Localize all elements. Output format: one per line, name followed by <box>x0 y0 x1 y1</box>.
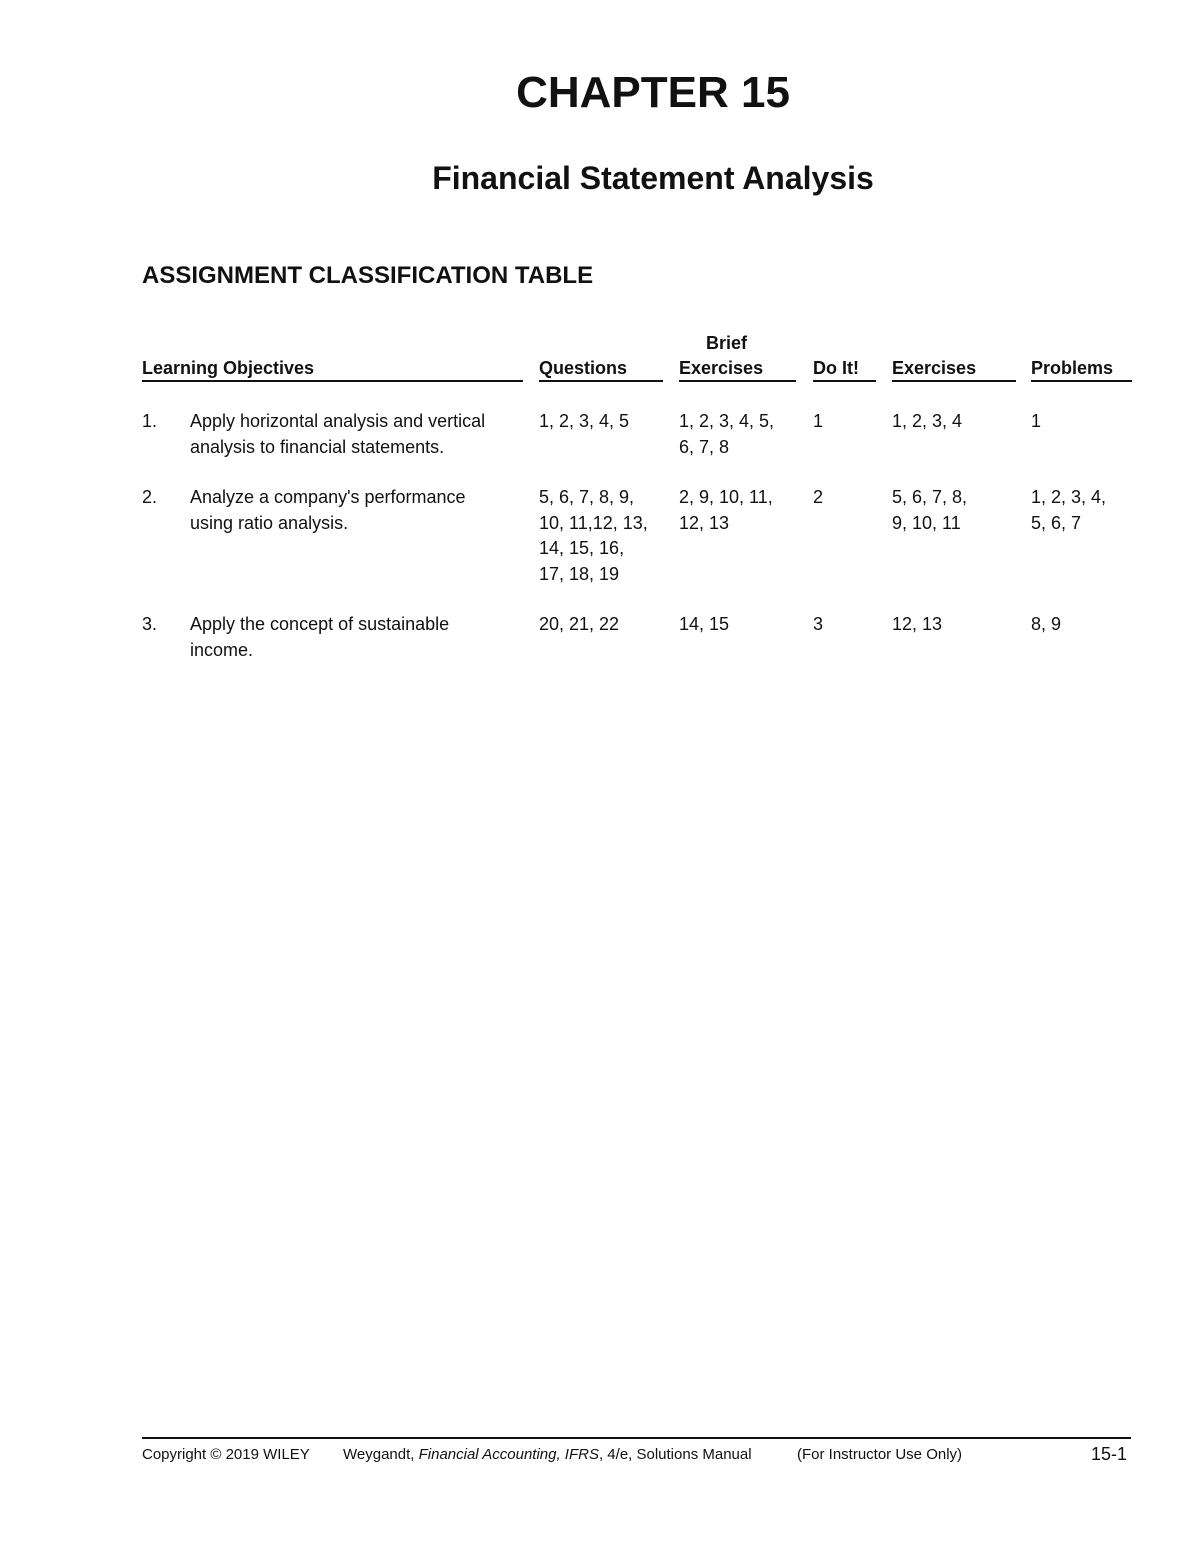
row-2-problems-line: 1, 2, 3, 4, <box>1031 487 1107 507</box>
row-2-do-it <box>813 485 823 511</box>
row-1-do-it-line: 1 <box>813 411 824 431</box>
row-3-exercises-line: 12, 13 <box>892 614 943 634</box>
header-problems: Problems <box>1031 358 1132 382</box>
row-1-objective-line: Apply horizontal analysis and vertical <box>190 411 486 431</box>
header-exercises: Exercises <box>892 358 1016 382</box>
row-1-questions-line: 1, 2, 3, 4, 5 <box>539 411 630 431</box>
row-3-objective-line: income. <box>190 639 254 660</box>
row-1-do-it <box>813 409 823 435</box>
row-1-objective <box>190 409 485 460</box>
footer-edition: , 4/e, Solutions Manual <box>598 1446 752 1463</box>
row-1-number: 1. <box>142 411 158 431</box>
row-2-do-it-line: 2 <box>813 487 824 507</box>
footer-citation <box>343 1446 752 1463</box>
row-2-questions <box>539 485 648 587</box>
row-3-brief-exercises-line: 14, 15 <box>679 614 730 634</box>
row-3-objective-line: Apply the concept of sustainable <box>190 614 450 634</box>
row-1-brief-exercises-line: 6, 7, 8 <box>679 436 730 457</box>
row-1-exercises-line: 1, 2, 3, 4 <box>892 411 963 431</box>
row-3-objective <box>190 612 449 663</box>
header-learning-objectives: Learning Objectives <box>142 358 523 382</box>
row-1-problems-line: 1 <box>1031 411 1042 431</box>
row-1-objective-line: analysis to financial statements. <box>190 436 445 457</box>
footer-author: Weygandt, <box>343 1446 415 1463</box>
row-3-exercises <box>892 612 942 638</box>
page-number: 15-1 <box>1090 1444 1127 1464</box>
row-3-do-it-line: 3 <box>813 614 824 634</box>
row-3-problems <box>1031 612 1061 638</box>
row-2-brief-exercises-line: 2, 9, 10, 11, <box>679 487 773 507</box>
header-questions: Questions <box>539 358 663 382</box>
row-1-brief-exercises <box>679 409 774 460</box>
row-2-exercises-line: 5, 6, 7, 8, <box>892 487 968 507</box>
row-2-questions-line: 5, 6, 7, 8, 9, <box>539 487 635 507</box>
section-title: ASSIGNMENT CLASSIFICATION TABLE <box>142 262 594 289</box>
row-2-questions-line: 14, 15, 16, <box>539 538 625 558</box>
row-1-problems <box>1031 409 1041 435</box>
row-3-do-it <box>813 612 823 638</box>
row-2-objective-line: Analyze a company's performance <box>190 487 466 507</box>
row-2-problems-line: 5, 6, 7 <box>1031 512 1082 533</box>
row-1-brief-exercises-line: 1, 2, 3, 4, 5, <box>679 411 775 431</box>
footer-book-title: Financial Accounting, IFRS <box>418 1446 599 1463</box>
header-brief-exercises: Exercises <box>679 358 796 382</box>
row-2-brief-exercises-line: 12, 13 <box>679 512 730 533</box>
row-1-questions <box>539 409 629 435</box>
row-2-exercises <box>892 485 967 536</box>
chapter-subtitle: Financial Statement Analysis <box>432 160 874 196</box>
chapter-title: CHAPTER 15 <box>516 68 790 117</box>
row-2-questions-line: 17, 18, 19 <box>539 563 620 584</box>
row-3-number: 3. <box>142 614 158 634</box>
row-1-exercises <box>892 409 962 435</box>
row-2-objective <box>190 485 466 536</box>
header-brief-top: Brief <box>706 333 748 353</box>
footer-rule <box>142 1437 1131 1439</box>
row-3-problems-line: 8, 9 <box>1031 614 1062 634</box>
row-3-questions-line: 20, 21, 22 <box>539 614 620 634</box>
row-2-exercises-line: 9, 10, 11 <box>892 512 961 533</box>
row-3-questions <box>539 612 619 638</box>
footer-note: (For Instructor Use Only) <box>797 1446 963 1463</box>
header-do-it: Do It! <box>813 358 876 382</box>
footer-copyright: Copyright © 2019 WILEY <box>142 1446 310 1463</box>
row-2-brief-exercises <box>679 485 773 536</box>
row-2-questions-line: 10, 11,12, 13, <box>539 512 648 533</box>
row-2-number: 2. <box>142 487 158 507</box>
row-2-problems <box>1031 485 1106 536</box>
row-2-objective-line: using ratio analysis. <box>190 512 349 533</box>
row-3-brief-exercises <box>679 612 729 638</box>
